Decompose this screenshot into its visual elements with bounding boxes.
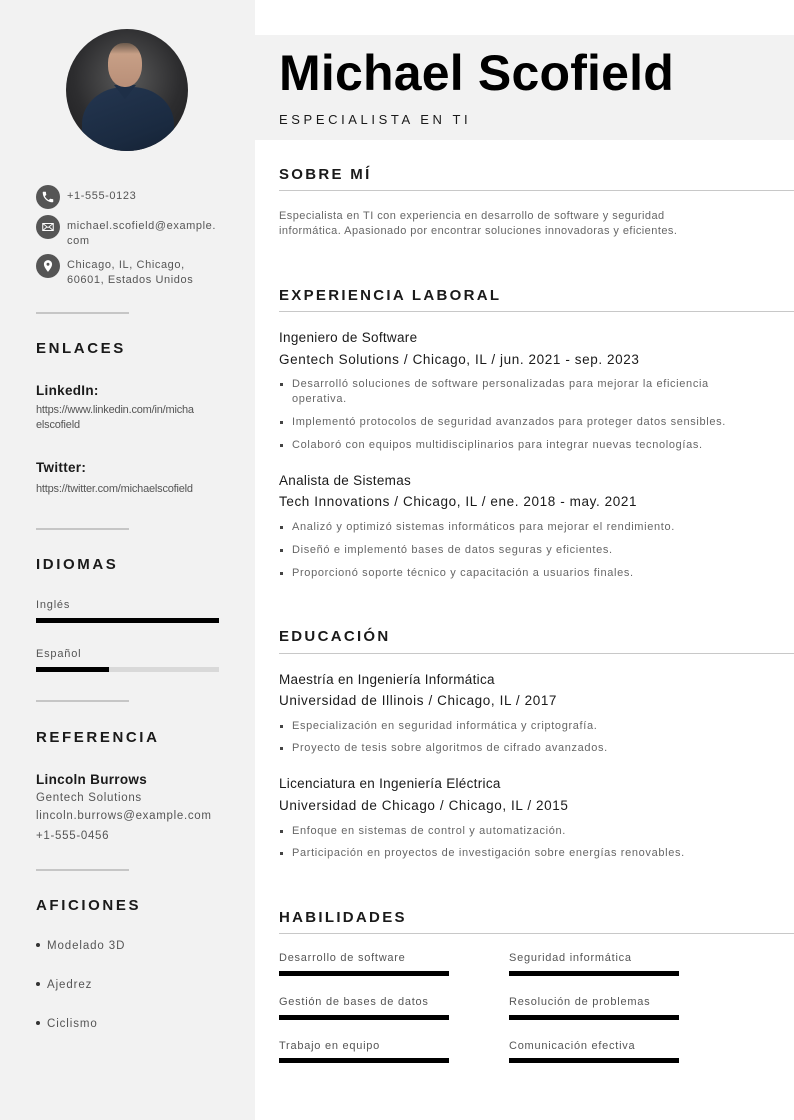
contact-email — [36, 215, 236, 249]
hobby-item — [36, 940, 125, 952]
location-pin-icon — [36, 254, 60, 278]
experience-heading: EXPERIENCIA LABORAL — [279, 287, 502, 304]
about-line-1: Especialista en TI con experiencia en desarrollo de software y seguridad — [279, 210, 665, 222]
languages-heading: IDIOMAS — [36, 556, 119, 573]
address-line-1: Chicago, IL, Chicago, — [67, 259, 185, 271]
degree-subtitle: Universidad de Illinois / Chicago, IL / 2017 — [279, 693, 558, 708]
photo-shirt — [82, 87, 174, 151]
job-bullet: Colaboró con equipos multidisciplinarios para integrar nuevas tecnologías. — [279, 438, 769, 453]
bullet-dot — [36, 943, 40, 947]
degree-subtitle: Universidad de Chicago / Chicago, IL / 2015 — [279, 798, 569, 813]
job-bullet — [279, 377, 769, 407]
language-spanish-label: Español — [36, 648, 82, 660]
about-line-2: informática. Apasionado por encontrar soluciones innovadoras y eficientes. — [279, 225, 678, 237]
email-text[interactable] — [67, 215, 216, 249]
about-text — [279, 209, 779, 239]
job-subtitle: Gentech Solutions / Chicago, IL / jun. 2021 - sep. 2023 — [279, 352, 640, 367]
links-heading: ENLACES — [36, 340, 126, 357]
linkedin-url[interactable] — [36, 403, 222, 433]
section-rule — [279, 311, 794, 312]
bullet-dot — [36, 1021, 40, 1025]
skill-label: Seguridad informática — [509, 952, 632, 964]
skill-label: Gestión de bases de datos — [279, 996, 429, 1008]
language-spanish-bar — [36, 667, 219, 672]
reference-name: Lincoln Burrows — [36, 772, 148, 787]
address-line-2: 60601, Estados Unidos — [67, 274, 194, 286]
phone-icon — [36, 185, 60, 209]
mail-icon — [36, 215, 60, 239]
email-line-2: com — [67, 235, 90, 247]
hobby-label: Ajedrez — [47, 979, 93, 991]
skill-bar — [279, 1058, 449, 1063]
skill-bar — [509, 1058, 679, 1063]
education-bullet: Participación en proyectos de investigación sobre energías renovables. — [279, 846, 769, 861]
job-bullet: Analizó y optimizó sistemas informáticos para mejorar el rendimiento. — [279, 520, 769, 535]
hobby-label: Ciclismo — [47, 1018, 98, 1030]
profile-photo — [66, 29, 188, 151]
job-bullet: Implementó protocolos de seguridad avanzados para proteger datos sensibles. — [279, 415, 769, 430]
education-bullet: Especialización en seguridad informática y criptografía. — [279, 719, 769, 734]
section-rule — [279, 933, 794, 934]
skill-bar — [279, 971, 449, 976]
job-subtitle: Tech Innovations / Chicago, IL / ene. 2018 - may. 2021 — [279, 494, 638, 509]
skill-label: Comunicación efectiva — [509, 1040, 636, 1052]
language-english-fill — [36, 618, 219, 623]
degree-title: Maestría en Ingeniería Informática — [279, 672, 495, 687]
language-english-bar — [36, 618, 219, 623]
job-bullet: Diseñó e implementó bases de datos seguras y eficientes. — [279, 543, 769, 558]
skill-bar — [509, 971, 679, 976]
reference-company: Gentech Solutions — [36, 792, 142, 804]
person-role: ESPECIALISTA EN TI — [279, 112, 472, 127]
phone-text: +1-555-0123 — [67, 190, 137, 202]
bullet-text: Desarrolló soluciones de software personalizadas para mejorar la eficiencia — [292, 378, 709, 390]
reference-heading: REFERENCIA — [36, 729, 160, 746]
hobbies-heading: AFICIONES — [36, 897, 142, 914]
sidebar-divider — [36, 312, 129, 314]
bullet-text: operativa. — [292, 393, 347, 405]
linkedin-url-line-1: https://www.linkedin.com/in/micha — [36, 404, 194, 416]
hobby-label: Modelado 3D — [47, 940, 126, 952]
job-bullet: Proporcionó soporte técnico y capacitación a usuarios finales. — [279, 566, 769, 581]
linkedin-url-line-2: elscofield — [36, 419, 80, 431]
language-english-label: Inglés — [36, 599, 71, 611]
education-bullet: Enfoque en sistemas de control y automatización. — [279, 824, 769, 839]
education-bullet: Proyecto de tesis sobre algoritmos de cifrado avanzados. — [279, 741, 769, 756]
hobby-item — [36, 979, 92, 991]
skill-bar — [509, 1015, 679, 1020]
skill-label: Trabajo en equipo — [279, 1040, 381, 1052]
skills-heading: HABILIDADES — [279, 909, 407, 926]
about-heading: SOBRE MÍ — [279, 166, 372, 183]
job-title: Ingeniero de Software — [279, 330, 418, 345]
skill-bar — [279, 1015, 449, 1020]
bullet-dot — [36, 982, 40, 986]
hobby-item — [36, 1018, 98, 1030]
photo-face — [108, 43, 142, 87]
education-heading: EDUCACIÓN — [279, 628, 391, 645]
sidebar-divider — [36, 869, 129, 871]
person-name: Michael Scofield — [279, 45, 674, 101]
section-rule — [279, 190, 794, 191]
contact-phone — [36, 185, 236, 209]
language-spanish-fill — [36, 667, 109, 672]
twitter-label: Twitter: — [36, 460, 87, 475]
skill-label: Resolución de problemas — [509, 996, 651, 1008]
section-rule — [279, 653, 794, 654]
email-line-1: michael.scofield@example. — [67, 220, 217, 232]
twitter-url[interactable]: https://twitter.com/michaelscofield — [36, 483, 193, 495]
reference-email[interactable]: lincoln.burrows@example.com — [36, 810, 212, 822]
job-title: Analista de Sistemas — [279, 473, 412, 488]
contact-address — [36, 254, 236, 288]
sidebar-divider — [36, 700, 129, 702]
linkedin-label: LinkedIn: — [36, 383, 99, 398]
degree-title: Licenciatura en Ingeniería Eléctrica — [279, 776, 501, 791]
address-text — [67, 254, 193, 288]
skill-label: Desarrollo de software — [279, 952, 406, 964]
reference-phone: +1-555-0456 — [36, 830, 110, 842]
sidebar-divider — [36, 528, 129, 530]
